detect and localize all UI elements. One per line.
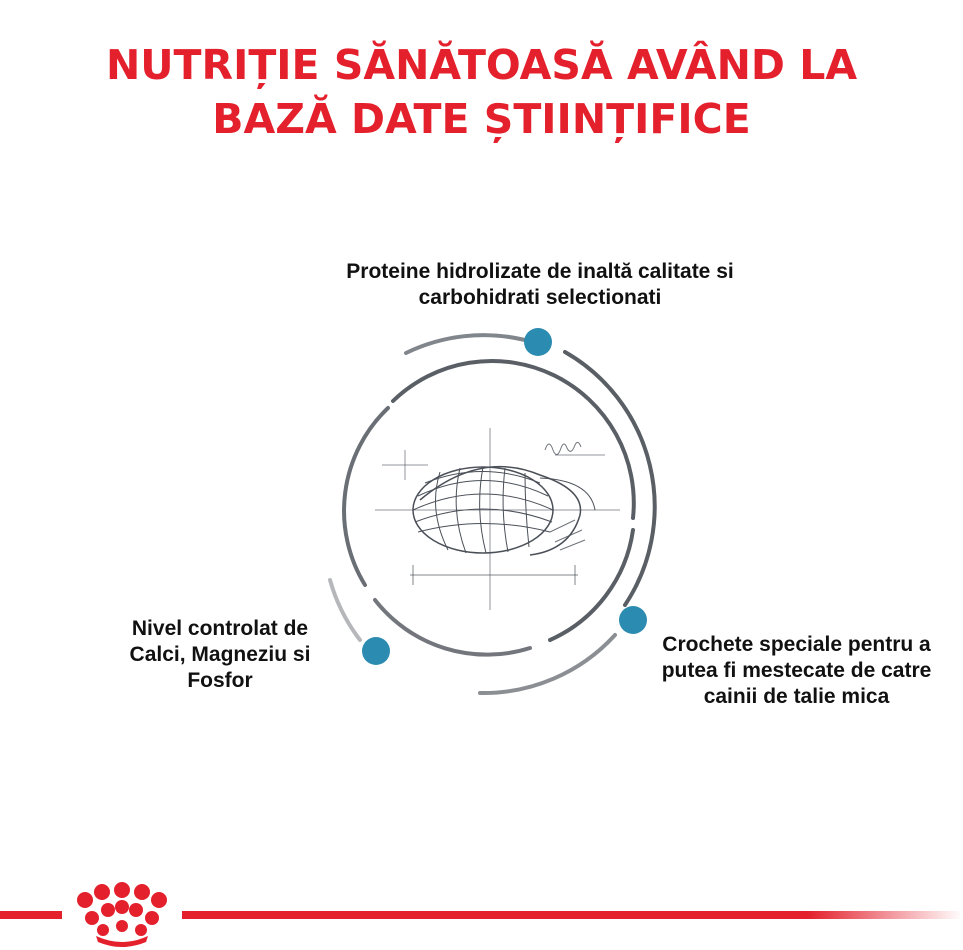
- feature-minerals-line-1: Nivel controlat de: [131, 617, 309, 640]
- feature-kibble-line-3: cainii de talie mica: [703, 685, 890, 708]
- accent-dot-top: [524, 328, 552, 356]
- outer-ring-bottom-arc: [480, 635, 615, 693]
- brand-stripe-right: [182, 911, 963, 919]
- feature-kibble-line-1: Crochete speciale pentru a: [662, 633, 931, 656]
- kibble-sketch-icon: [375, 428, 620, 610]
- inner-ring-arc-main: [393, 361, 634, 518]
- feature-minerals-line-3: Fosfor: [187, 669, 253, 692]
- feature-minerals-line-2: Calci, Magneziu si: [129, 643, 311, 666]
- outer-ring-left-arc: [330, 580, 360, 640]
- outer-ring-top-arc: [406, 335, 525, 353]
- royal-crown-logo: [77, 882, 167, 947]
- feature-kibble-line-2: putea fi mestecate de catre: [661, 659, 932, 682]
- accent-dot-left: [362, 637, 390, 665]
- title-line-1: NUTRIȚIE SĂNĂTOASĂ AVÂND LA: [105, 41, 858, 89]
- brand-footer: [0, 880, 963, 950]
- inner-ring-arc-left: [344, 408, 388, 585]
- kibble-diagram: [300, 300, 700, 720]
- inner-ring: [344, 361, 634, 655]
- inner-ring-arc-bottom: [375, 600, 530, 655]
- page-title: [0, 38, 963, 146]
- feature-proteins-line-2: carbohidrati selectionati: [418, 286, 662, 309]
- accent-dot-right: [619, 606, 647, 634]
- title-line-2: BAZĂ DATE ȘTIINȚIFICE: [212, 95, 751, 143]
- brand-stripe-left: [0, 911, 62, 919]
- feature-proteins-line-1: Proteine hidrolizate de inaltă calitate si: [346, 260, 734, 283]
